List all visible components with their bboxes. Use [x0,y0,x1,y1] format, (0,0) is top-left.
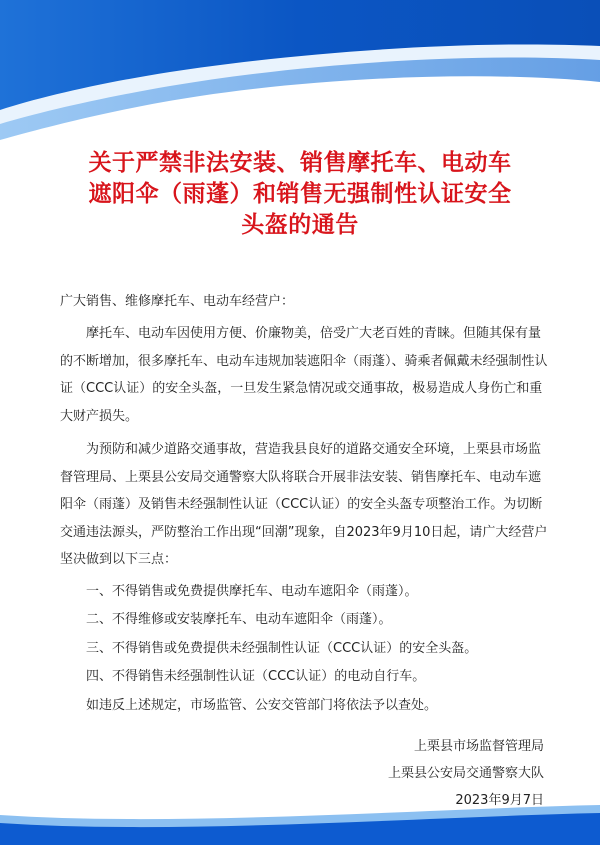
paragraph-campaign [60,436,550,574]
issue-date: 2023年9月7日 [455,793,544,808]
issuer-market-supervision: 上栗县市场监督管理局 [413,739,544,754]
paragraph-line: 起，请广大经营户坚决做到以下三点： [60,524,548,567]
footer-wave-background [0,805,600,845]
paragraph-line: 监督管理局、上栗县公安局交通警察大队将联合开展非法安装、销售摩托车、电 [60,442,542,485]
signature-block [388,733,544,814]
paragraph-line: 量的不断增加，很多摩托车、电动车违规加装遮阳伞（雨蓬）、骑乘者佩戴未经 [60,326,542,369]
notice-body [60,288,550,720]
paragraph-line: 摩托车、电动车因使用方便、价廉物美，倍受广大老百姓的青睐。但随其保有 [86,326,529,341]
paragraph-line: 作。为切断交通违法源头，严防整治工作出现“回潮”现象，自2023年9月10日 [60,497,543,540]
closing-statement: 如违反上述规定，市场监管、公安交管部门将依法予以查处。 [86,697,438,713]
issuer-traffic-police: 上栗县公安局交通警察大队 [387,766,544,781]
notice-title [40,148,560,241]
paragraph-line: 为预防和减少道路交通事故，营造我县良好的道路交通安全环境，上栗县市场 [86,442,529,457]
header-wave-background [0,0,600,150]
notice-title-line: 头盔的通告 [241,212,359,238]
paragraph-line: 强制性认证（CCC认证）的安全头盔，一旦发生紧急情况或交通事故，极易造成人 [60,353,548,396]
paragraph-line: 身伤亡和重大财产损失。 [60,381,543,424]
rule-item: 二、不得维修或安装摩托车、电动车遮阳伞（雨蓬）。 [86,612,392,627]
paragraph-line: 动车遮阳伞（雨蓬）及销售未经强制性认证（CCC认证）的安全头盔专项整治工 [60,469,542,512]
rule-item: 三、不得销售或免费提供未经强制性认证（CCC认证）的安全头盔。 [86,640,478,656]
notice-title-line: 遮阳伞（雨蓬）和销售无强制性认证安全 [88,181,512,207]
notice-title-line: 关于严禁非法安装、销售摩托车、电动车 [88,150,512,176]
salutation: 广大销售、维修摩托车、电动车经营户： [60,294,295,309]
rule-item: 一、不得销售或免费提供摩托车、电动车遮阳伞（雨蓬）。 [86,583,418,599]
rule-item: 四、不得销售未经强制性认证（CCC认证）的电动自行车。 [86,669,426,684]
paragraph-risk [60,320,550,430]
